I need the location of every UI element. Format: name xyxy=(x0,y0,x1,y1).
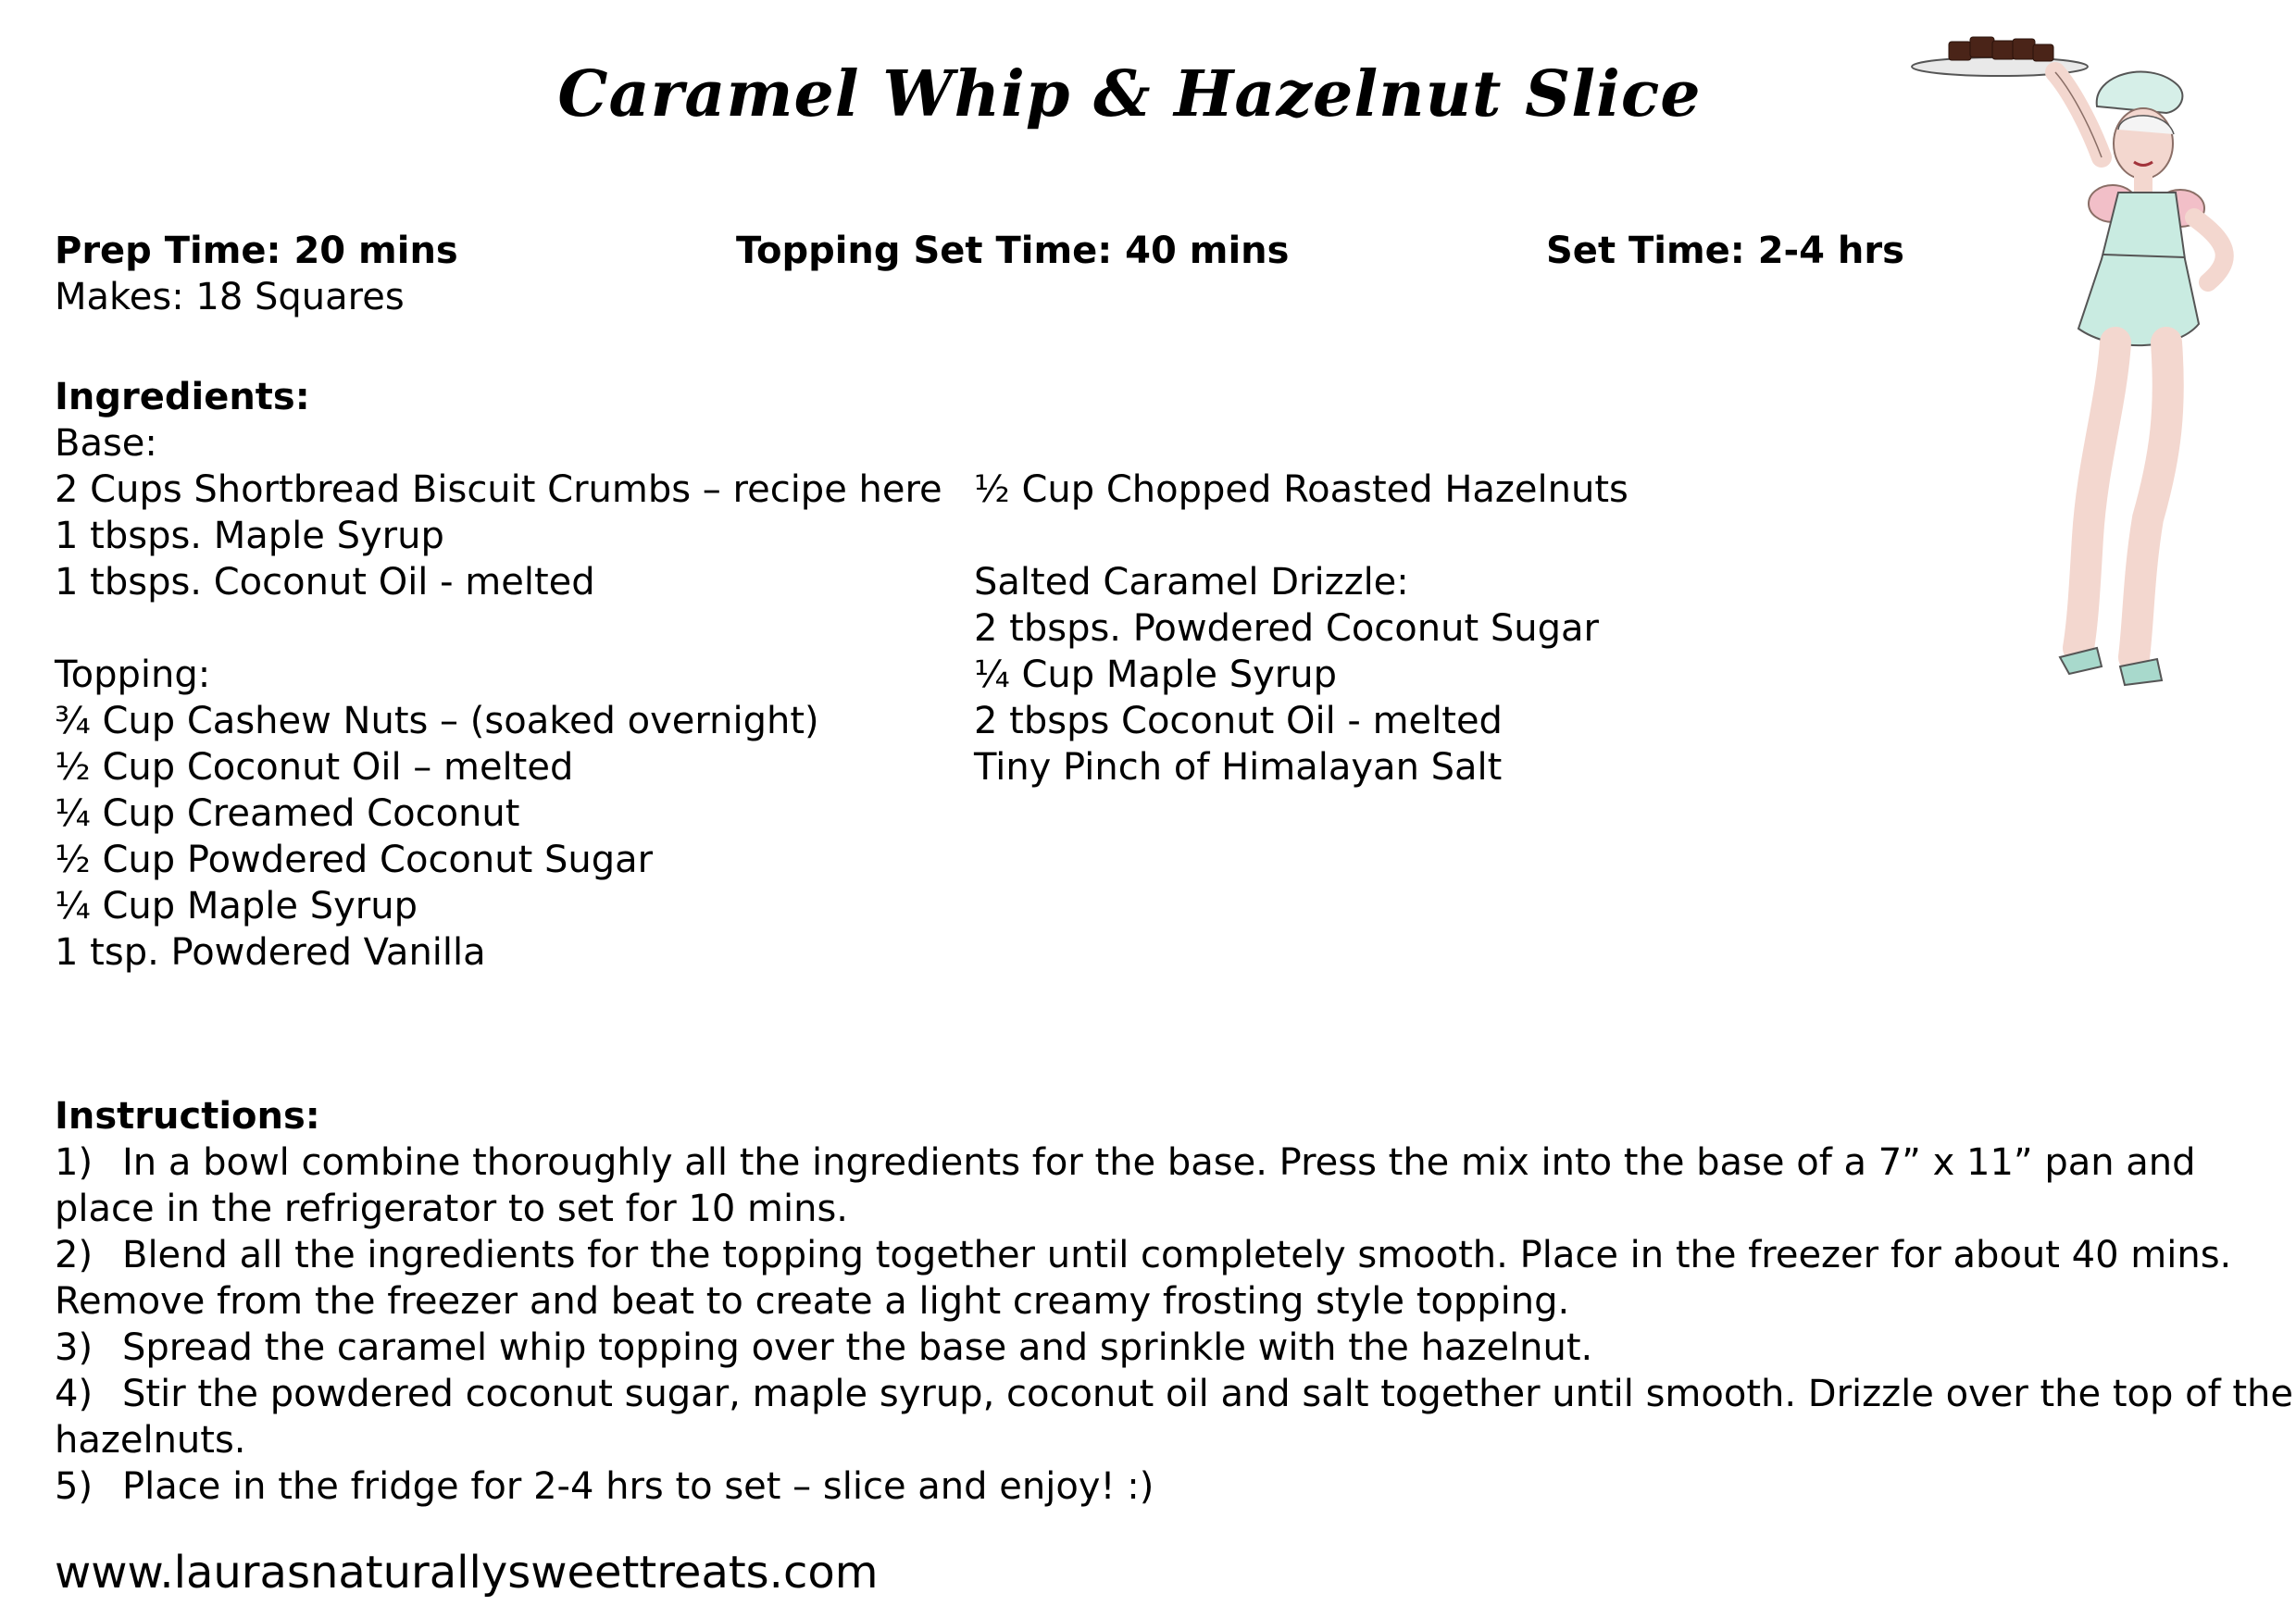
step-text: Blend all the ingredients for the topping together until completely smooth. Place in the freezer for about 40 mins. Remove from the freezer and beat to create a light creamy frosting style topping. xyxy=(55,1234,2232,1323)
step-number: 1) xyxy=(55,1141,94,1184)
recipe-title: Caramel Whip & Hazelnut Slice xyxy=(557,57,1702,131)
instructions xyxy=(55,1093,2295,1510)
website-url: www.laurasnaturallysweettreats.com xyxy=(55,1547,879,1599)
ingredient-item: 2 tbsps Coconut Oil - melted xyxy=(974,700,1503,742)
ingredient-item: ½ Cup Coconut Oil – melted xyxy=(55,746,574,789)
instruction-step xyxy=(55,1371,2295,1463)
step-number: 4) xyxy=(55,1373,94,1415)
set-time: Set Time: 2-4 hrs xyxy=(1546,230,1904,272)
pinup-chef-illustration xyxy=(1870,19,2296,703)
ingredient-item: ¾ Cup Cashew Nuts – (soaked overnight) xyxy=(55,700,819,742)
base-heading: Base: xyxy=(55,422,157,465)
ingredient-item: ¼ Cup Maple Syrup xyxy=(974,653,1337,696)
step-text: Stir the powdered coconut sugar, maple syrup, coconut oil and salt together until smooth. Drizzle over the top of the hazelnuts. xyxy=(55,1373,2294,1462)
step-text: In a bowl combine thoroughly all the ingredients for the base. Press the mix into the base of a 7” x 11” pan and place in the refrigerator to set for 10 mins. xyxy=(55,1141,2196,1230)
ingredient-item: 1 tbsps. Maple Syrup xyxy=(55,515,444,557)
instruction-step xyxy=(55,1232,2295,1325)
ingredient-item: ½ Cup Chopped Roasted Hazelnuts xyxy=(974,468,1628,511)
topping-heading: Topping: xyxy=(55,653,211,696)
ingredient-item: 2 tbsps. Powdered Coconut Sugar xyxy=(974,607,1599,650)
ingredient-item: 1 tbsps. Coconut Oil - melted xyxy=(55,561,595,604)
makes: Makes: 18 Squares xyxy=(55,276,405,318)
instruction-step xyxy=(55,1325,2295,1371)
topping-set-time: Topping Set Time: 40 mins xyxy=(736,230,1290,272)
drizzle-heading: Salted Caramel Drizzle: xyxy=(974,561,1409,604)
ingredient-item: ¼ Cup Creamed Coconut xyxy=(55,792,520,835)
ingredients-heading: Ingredients: xyxy=(55,376,310,418)
ingredient-item: 1 tsp. Powdered Vanilla xyxy=(55,931,486,974)
step-number: 5) xyxy=(55,1465,94,1508)
ingredient-item: Tiny Pinch of Himalayan Salt xyxy=(974,746,1503,789)
ingredient-item: ½ Cup Powdered Coconut Sugar xyxy=(55,839,654,881)
step-text: Place in the fridge for 2-4 hrs to set – slice and enjoy! :) xyxy=(122,1465,1154,1508)
step-number: 2) xyxy=(55,1234,94,1276)
ingredient-item: 2 Cups Shortbread Biscuit Crumbs – recipe here xyxy=(55,468,942,511)
step-number: 3) xyxy=(55,1326,94,1369)
instruction-step xyxy=(55,1463,2295,1510)
step-text: Spread the caramel whip topping over the base and sprinkle with the hazelnut. xyxy=(122,1326,1593,1369)
instruction-step xyxy=(55,1139,2295,1232)
prep-time: Prep Time: 20 mins xyxy=(55,230,458,272)
ingredient-item: ¼ Cup Maple Syrup xyxy=(55,885,418,927)
instructions-heading: Instructions: xyxy=(55,1095,320,1138)
